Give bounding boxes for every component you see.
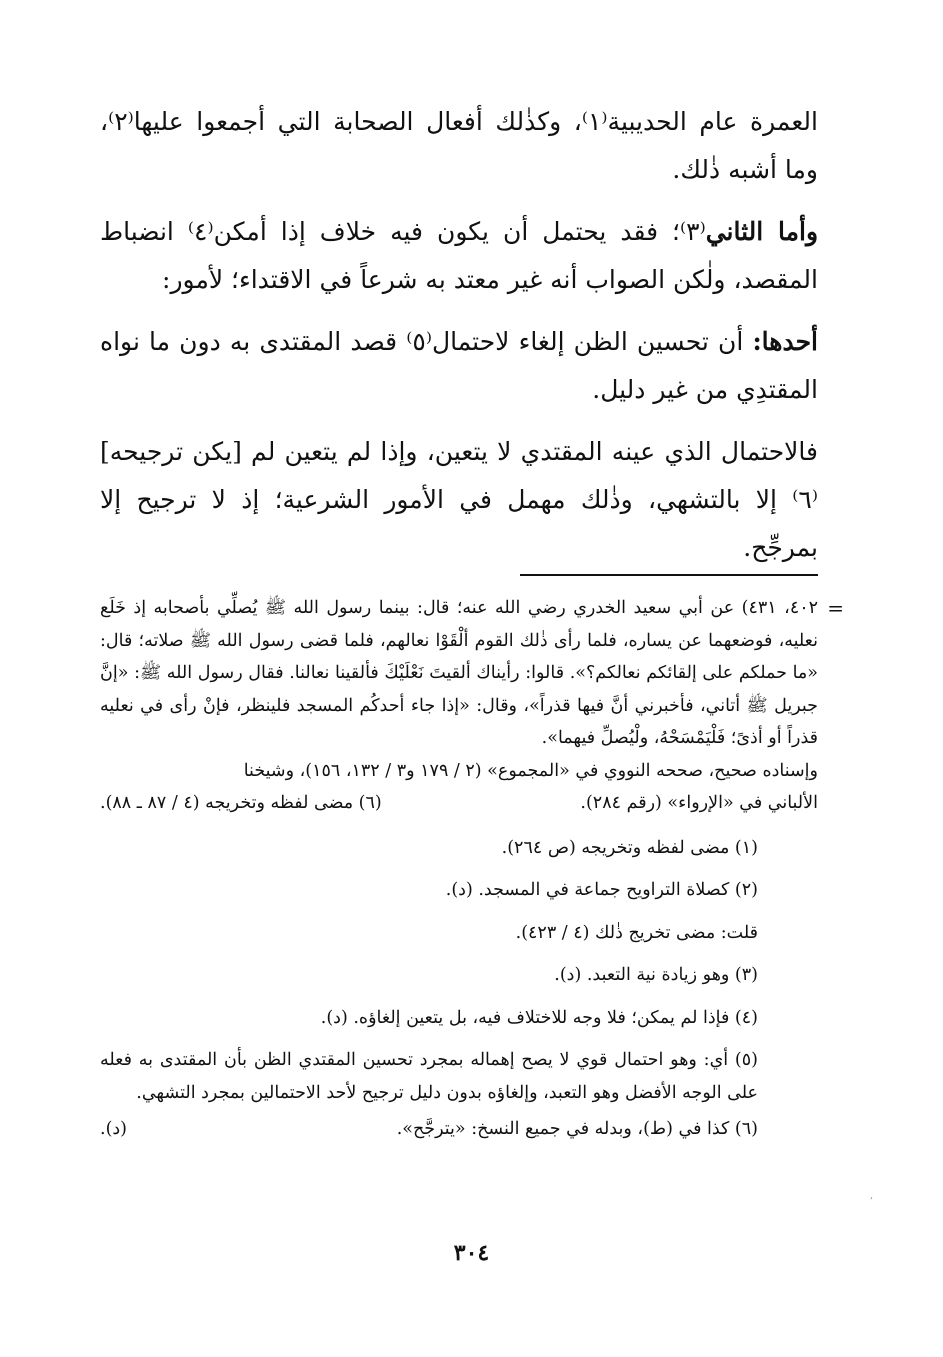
paragraph-3 (100, 318, 818, 414)
footnote-isnad-end: الألباني في «الإرواء» (رقم ٢٨٤). (580, 793, 818, 813)
footnote-2-comment: قلت: مضى تخريج ذٰلك (٤ / ٤٢٣). (515, 922, 758, 943)
footnote-6-line (100, 1113, 818, 1146)
footnote-3: (٣) وهو زيادة نية التعبد. (د). (554, 965, 758, 985)
scan-mark: , (870, 1190, 874, 1201)
paragraph-4: فالاحتمال الذي عينه المقتدي لا يتعين، وإذا لم يتعين لم [يكن ترجيحه]⁽٦⁾ إلا بالتشهي، وذٰلك مهمل في الأمور الشرعية؛ إذ لا ترجيح إلا بمرجِّح. (100, 437, 818, 562)
footnote-1: (١) مضى لفظه وتخريجه (ص ٢٦٤). (501, 837, 758, 858)
footnote-5: (٥) أي: وهو احتمال قوي لا يصح إهماله بمجرد تحسين المقتدي الظن بأن المقتدى به فعله على الوجه الأفضل وهو التعبد، وإلغاؤه بدون دليل ترجيح لأحد الاحتمالين بمجرد التشهي. (100, 1050, 758, 1103)
paragraph-3-lead: أحدها: (752, 327, 818, 356)
footnote-5-end: (د). (100, 1119, 128, 1139)
footnote-2: (٢) كصلاة التراويح جماعة في المسجد. (د). (445, 880, 758, 900)
footnote-isnad-line (100, 787, 818, 820)
paragraph-1: العمرة عام الحديبية⁽١⁾، وكذٰلك أفعال الصحابة التي أجمعوا عليها⁽٢⁾، وما أشبه ذٰلك. (100, 107, 818, 184)
footnote-hadith: ٤٠٢، ٤٣١) عن أبي سعيد الخدري رضي الله عنه؛ قال: بينما رسول الله ﷺ يُصلِّي بأصحابه إذ خَلَع نعليه، فوضعهما عن يساره، فلما رأى ذٰلك القوم ألْقَوْا نعالهم، فلما قضى رسول الله ﷺ صلاته؛ قال: «ما حملكم على إلقائكم نعالكم؟». قالوا: رأيناك ألقيتَ نَعْلَيْكَ فألقينا نعالنا. فقال رسول الله ﷺ: «إنَّ جبريل ﷺ أتاني، فأخبرني أنَّ فيها قذراً»، وقال: «إذا جاء أحدكُم المسجد فلينظر، فإنْ رأى في نعليه قذراً أو أذىً؛ فَلْيَمْسَحْهُ، ولْيُصلِّ فيهما». (100, 598, 819, 748)
page-number: ٣٠٤ (453, 1240, 490, 1266)
footnotes (100, 592, 844, 1146)
paragraph-2 (100, 208, 818, 304)
footnote-6: (٦) كذا في (ط)، وبدله في جميع النسخ: «يترجَّح». (396, 1119, 758, 1139)
footnote-6-earlier: (٦) مضى لفظه وتخريجه (٤ / ٨٧ ـ ٨٨). (100, 793, 382, 813)
paragraph-2-lead: وأما الثاني (705, 217, 819, 246)
continuation-mark: = (827, 596, 844, 620)
paragraph-2-rest: ⁽٣⁾؛ فقد يحتمل أن يكون فيه خلاف إذا أمكن⁽٤⁾ انضباط المقصد، ولٰكن الصواب أنه غير معتد به شرعاً في الاقتداء؛ لأمور: (100, 217, 818, 294)
main-text (100, 98, 818, 586)
footnote-4: (٤) فإذا لم يمكن؛ فلا وجه للاختلاف فيه، بل يتعين إلغاؤه. (د). (320, 1007, 758, 1028)
footnote-isnad: وإسناده صحيح، صححه النووي في «المجموع» (٢ / ١٧٩ و٣ / ١٣٢، ١٥٦)، وشيخنا (243, 760, 818, 781)
paragraph-3-rest: أن تحسين الظن إلغاء لاحتمال⁽٥⁾ قصد المقتدى به دون ما نواه المقتدِي من غير دليل. (100, 327, 818, 404)
footnote-separator (520, 574, 818, 576)
